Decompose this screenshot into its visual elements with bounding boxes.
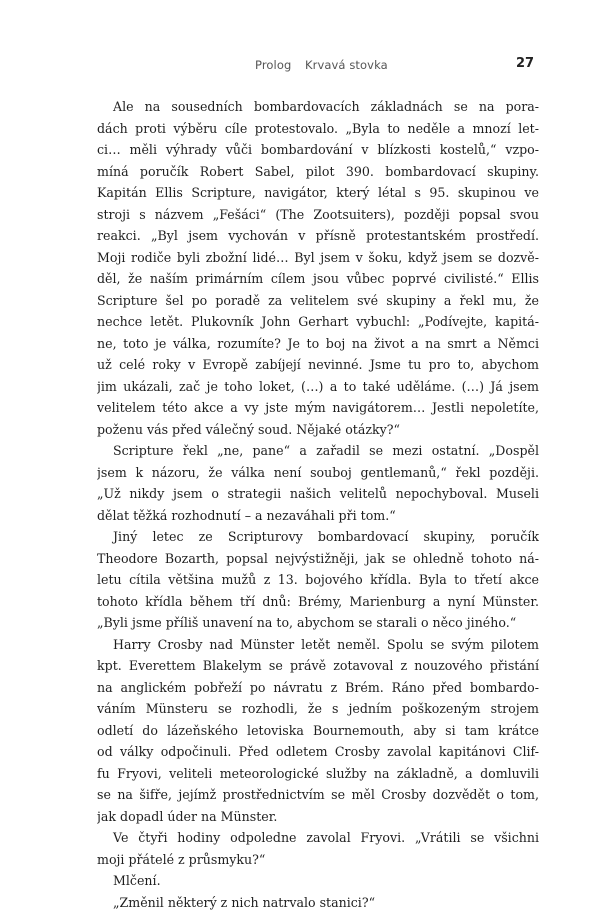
text-line: poženu vás před válečný soud. Nějaké otázky?“ bbox=[97, 419, 539, 441]
running-head bbox=[0, 56, 600, 74]
text-line: „Změnil některý z nich natrvalo stanici?“ bbox=[97, 892, 539, 913]
text-line: Ale na sousedních bombardovacích základnách se na pora- bbox=[97, 96, 539, 118]
text-line: Ve čtyři hodiny odpoledne zavolal Fryovi. „Vrátili se všichni bbox=[97, 827, 539, 849]
text-line: od války odpočinuli. Před odletem Crosby zavolal kapitánovi Clif- bbox=[97, 741, 539, 763]
text-line: už celé roky v Evropě zabíjejí nevinné. Jsme tu pro to, abychom bbox=[97, 354, 539, 376]
text-line: Moji rodiče byli zbožní lidé… Byl jsem v šoku, když jsem se dozvě- bbox=[97, 247, 539, 269]
text-line: váním Münsteru se rozhodli, že s jedním poškozeným strojem bbox=[97, 698, 539, 720]
text-line: velitelem této akce a vy jste mým navigátorem… Jestli nepoletíte, bbox=[97, 397, 539, 419]
text-line: „Už nikdy jsem o strategii našich velitelů nepochyboval. Museli bbox=[97, 483, 539, 505]
text-line: dělat těžká rozhodnutí – a nezaváhali při tom.“ bbox=[97, 505, 539, 527]
running-head-chapter: Krvavá stovka bbox=[305, 58, 388, 72]
text-line: Kapitán Ellis Scripture, navigátor, který létal s 95. skupinou ve bbox=[97, 182, 539, 204]
text-line: jak dopadl úder na Münster. bbox=[97, 806, 539, 828]
text-line: odletí do lázeňského letoviska Bournemouth, aby si tam krátce bbox=[97, 720, 539, 742]
text-line: děl, že naším primárním cílem jsou vůbec poprvé civilisté.“ Ellis bbox=[97, 268, 539, 290]
text-line: Scripture šel po poradě za velitelem své skupiny a řekl mu, že bbox=[97, 290, 539, 312]
text-line: Harry Crosby nad Münster letět neměl. Spolu se svým pilotem bbox=[97, 634, 539, 656]
text-line: na anglickém pobřeží po návratu z Brém. Ráno před bombardo- bbox=[97, 677, 539, 699]
text-line: kpt. Everettem Blakelym se právě zotavoval z nouzového přistání bbox=[97, 655, 539, 677]
text-line: jim ukázali, zač je toho loket, (…) a to také uděláme. (…) Já jsem bbox=[97, 376, 539, 398]
text-line: Mlčení. bbox=[97, 870, 539, 892]
text-line: fu Fryovi, veliteli meteorologické služby na základně, a domluvili bbox=[97, 763, 539, 785]
text-line: „Byli jsme příliš unavení na to, abychom se starali o něco jiného.“ bbox=[97, 612, 539, 634]
text-line: Scripture řekl „ne, pane“ a zařadil se mezi ostatní. „Dospěl bbox=[97, 440, 539, 462]
text-line: stroji s názvem „Fešáci“ (The Zootsuiters), později popsal svou bbox=[97, 204, 539, 226]
text-line: se na šifře, jejímž prostřednictvím se měl Crosby dozvědět o tom, bbox=[97, 784, 539, 806]
page-number: 27 bbox=[516, 56, 534, 71]
text-line: tohoto křídla během tří dnů: Brémy, Marienburg a nyní Münster. bbox=[97, 591, 539, 613]
text-line: ne, toto je válka, rozumíte? Je to boj na život a na smrt a Němci bbox=[97, 333, 539, 355]
text-line: ci… měli výhrady vůči bombardování v blízkosti kostelů,“ vzpo- bbox=[97, 139, 539, 161]
text-line: dách proti výběru cíle protestovalo. „Byla to neděle a mnozí let- bbox=[97, 118, 539, 140]
body-text bbox=[97, 96, 539, 913]
text-line: Jiný letec ze Scripturovy bombardovací skupiny, poručík bbox=[97, 526, 539, 548]
text-line: letu cítila většina mužů z 13. bojového křídla. Byla to třetí akce bbox=[97, 569, 539, 591]
running-head-section: Prolog bbox=[255, 58, 291, 72]
text-line: jsem k názoru, že válka není souboj gentlemanů,“ řekl později. bbox=[97, 462, 539, 484]
text-line: reakci. „Byl jsem vychován v přísně protestantském prostředí. bbox=[97, 225, 539, 247]
text-line: Theodore Bozarth, popsal nejvýstižněji, jak se ohledně tohoto ná- bbox=[97, 548, 539, 570]
text-line: moji přátelé z průsmyku?“ bbox=[97, 849, 539, 871]
text-line: míná poručík Robert Sabel, pilot 390. bombardovací skupiny. bbox=[97, 161, 539, 183]
text-line: nechce letět. Plukovník John Gerhart vybuchl: „Podívejte, kapitá- bbox=[97, 311, 539, 333]
